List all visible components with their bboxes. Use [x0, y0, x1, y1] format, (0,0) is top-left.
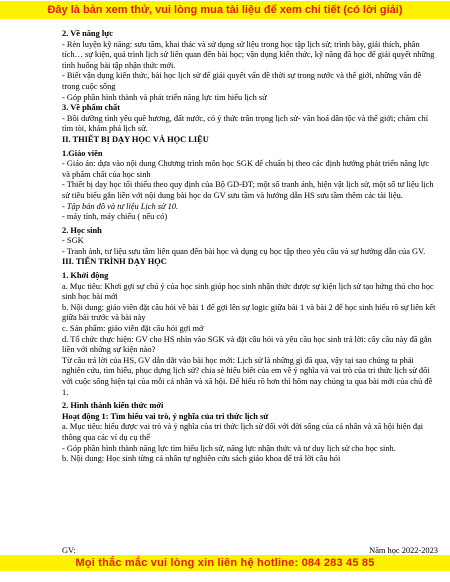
- footer-school-year: Năm học 2022-2023: [369, 546, 438, 555]
- paragraph: - Thiết bị dạy học tối thiểu theo quy định của Bộ GD-ĐT; một số tranh ảnh, hiện vật lịch sử, một số tư liệu lịch sử tiêu biểu gắn liền với nội dung bài học do GV sưu tầm và hướng dẫn HS sưu tầm thêm các tài liệu.: [62, 180, 434, 200]
- section-heading: 1.Giáo viên: [62, 148, 103, 158]
- section-heading: 1. Khởi động: [62, 271, 109, 281]
- paragraph: b. Nội dung: giáo viên đặt câu hỏi về bài 1 để gợi lên sự logic giữa bài 1 và bài 2 để học sinh hiểu rõ sự liên kết giữa bài trước và bài này: [62, 302, 436, 323]
- footer-teacher-label: GV:: [62, 546, 76, 555]
- section-heading: II. THIẾT BỊ DẠY HỌC VÀ HỌC LIỆU: [62, 134, 209, 144]
- paragraph: - Tranh ảnh, tư liệu sưu tầm liên quan đến bài học và dụng cụ học tập theo yêu cầu và sự hướng dẫn của GV.: [62, 246, 426, 256]
- paragraph: - máy tính, máy chiếu ( nếu có): [62, 212, 168, 222]
- paragraph: a. Mục tiêu: hiểu được vai trò và ý nghĩa của tri thức lịch sử đối với đời sống của cá nhân và xã hội hiện đại thông qua các ví dụ cụ thể: [62, 422, 424, 442]
- section-heading: 2. Học sinh: [62, 225, 102, 235]
- document-body: [62, 26, 438, 465]
- paragraph: - Giáo án: dựa vào nội dung Chương trình môn học SGK để chuẩn bị theo các định hướng phát triển năng lực và phẩm chất của học sinh: [62, 159, 430, 179]
- section-heading: Hoạt động 1: Tìm hiểu vai trò, ý nghĩa của tri thức lịch sử: [62, 411, 269, 421]
- paragraph: - Biết vận dụng kiến thức, bài học lịch sử để giải quyết vấn đề thời sự trong nước và thế giới, những vấn đề trong cuộc sống: [62, 71, 422, 91]
- section-heading: 2. Về năng lực: [62, 29, 113, 38]
- section-heading: III. TIẾN TRÌNH DẠY HỌC: [62, 257, 167, 267]
- paragraph: - Tập bản đồ và tư liệu Lịch sử 10.: [62, 201, 179, 211]
- preview-notice-banner: Đây là bản xem thử, vui lòng mua tài liệu để xem chi tiết (có lời giải): [0, 1, 450, 19]
- paragraph: Từ câu trả lời của HS, GV dẫn dắt vào bài học mới: Lịch sử là những gì đã qua, vậy tại sao chúng ta phải nghiên cứu, tìm hiểu, phục dựng lịch sử? chia sẻ hiểu biết của em về ý nghĩa và vai trò của tri thức lịch sử đối với cuộc sống hiện tại của mỗi cá nhân và xã hội. Để hiểu rõ hơn thì hôm nay chúng ta qua bài mới của chủ đề 1.: [62, 355, 433, 397]
- section-heading: 2. Hình thành kiến thức mới: [62, 401, 164, 411]
- paragraph: a. Mục tiêu: Khơi gợi sự chú ý của học sinh giúp học sinh nhận thức được sự kiện lịch sử tạo hứng thú cho học sinh học bài mới: [62, 281, 434, 302]
- paragraph: - Góp phần hình thành năng lực tìm hiểu lịch sử, năng lực nhận thức và tư duy lịch sử cho học sinh.: [62, 443, 396, 453]
- section-heading: 3. Về phẩm chất: [62, 103, 121, 113]
- paragraph: - Rèn luyện kỹ năng: sưu tầm, khai thác và sử dụng sử liệu trong học tập lịch sử; trình bày, giải thích, phân tích… sự kiện, quá trình lịch sử liên quan đến bài học; vận dụng kiến thức, kỹ năng đã học để giải quyết những tình huống bài tập nhận thức mới.: [62, 39, 435, 70]
- paragraph: - Bồi dưỡng tình yêu quê hương, đất nước, có ý thức trân trọng lịch sử- văn hoá dân tộc và thế giới; chăm chỉ tìm tòi, khám phá lịch sử.: [62, 113, 429, 134]
- paragraph: b. Nội dung: Học sinh từng cá nhân tự nghiên cứu sách giáo khoa để trả lời câu hỏi: [62, 454, 341, 464]
- paragraph: - SGK: [62, 236, 84, 246]
- paragraph: c. Sản phẩm: giáo viên đặt câu hỏi gợi mở: [62, 324, 204, 334]
- hotline-banner: Mọi thắc mắc vui lòng xin liên hệ hotline: 084 283 45 85: [0, 555, 450, 571]
- paragraph: - Góp phần hình thành và phát triển năng lực tìm hiểu lịch sử: [62, 92, 267, 102]
- paragraph: d. Tổ chức thực hiện: GV cho HS nhìn vào SGK và đặt câu hỏi và yêu cầu học sinh trả lời: cây cầu này đã gắn liền với những sự kiện nào?: [62, 334, 432, 355]
